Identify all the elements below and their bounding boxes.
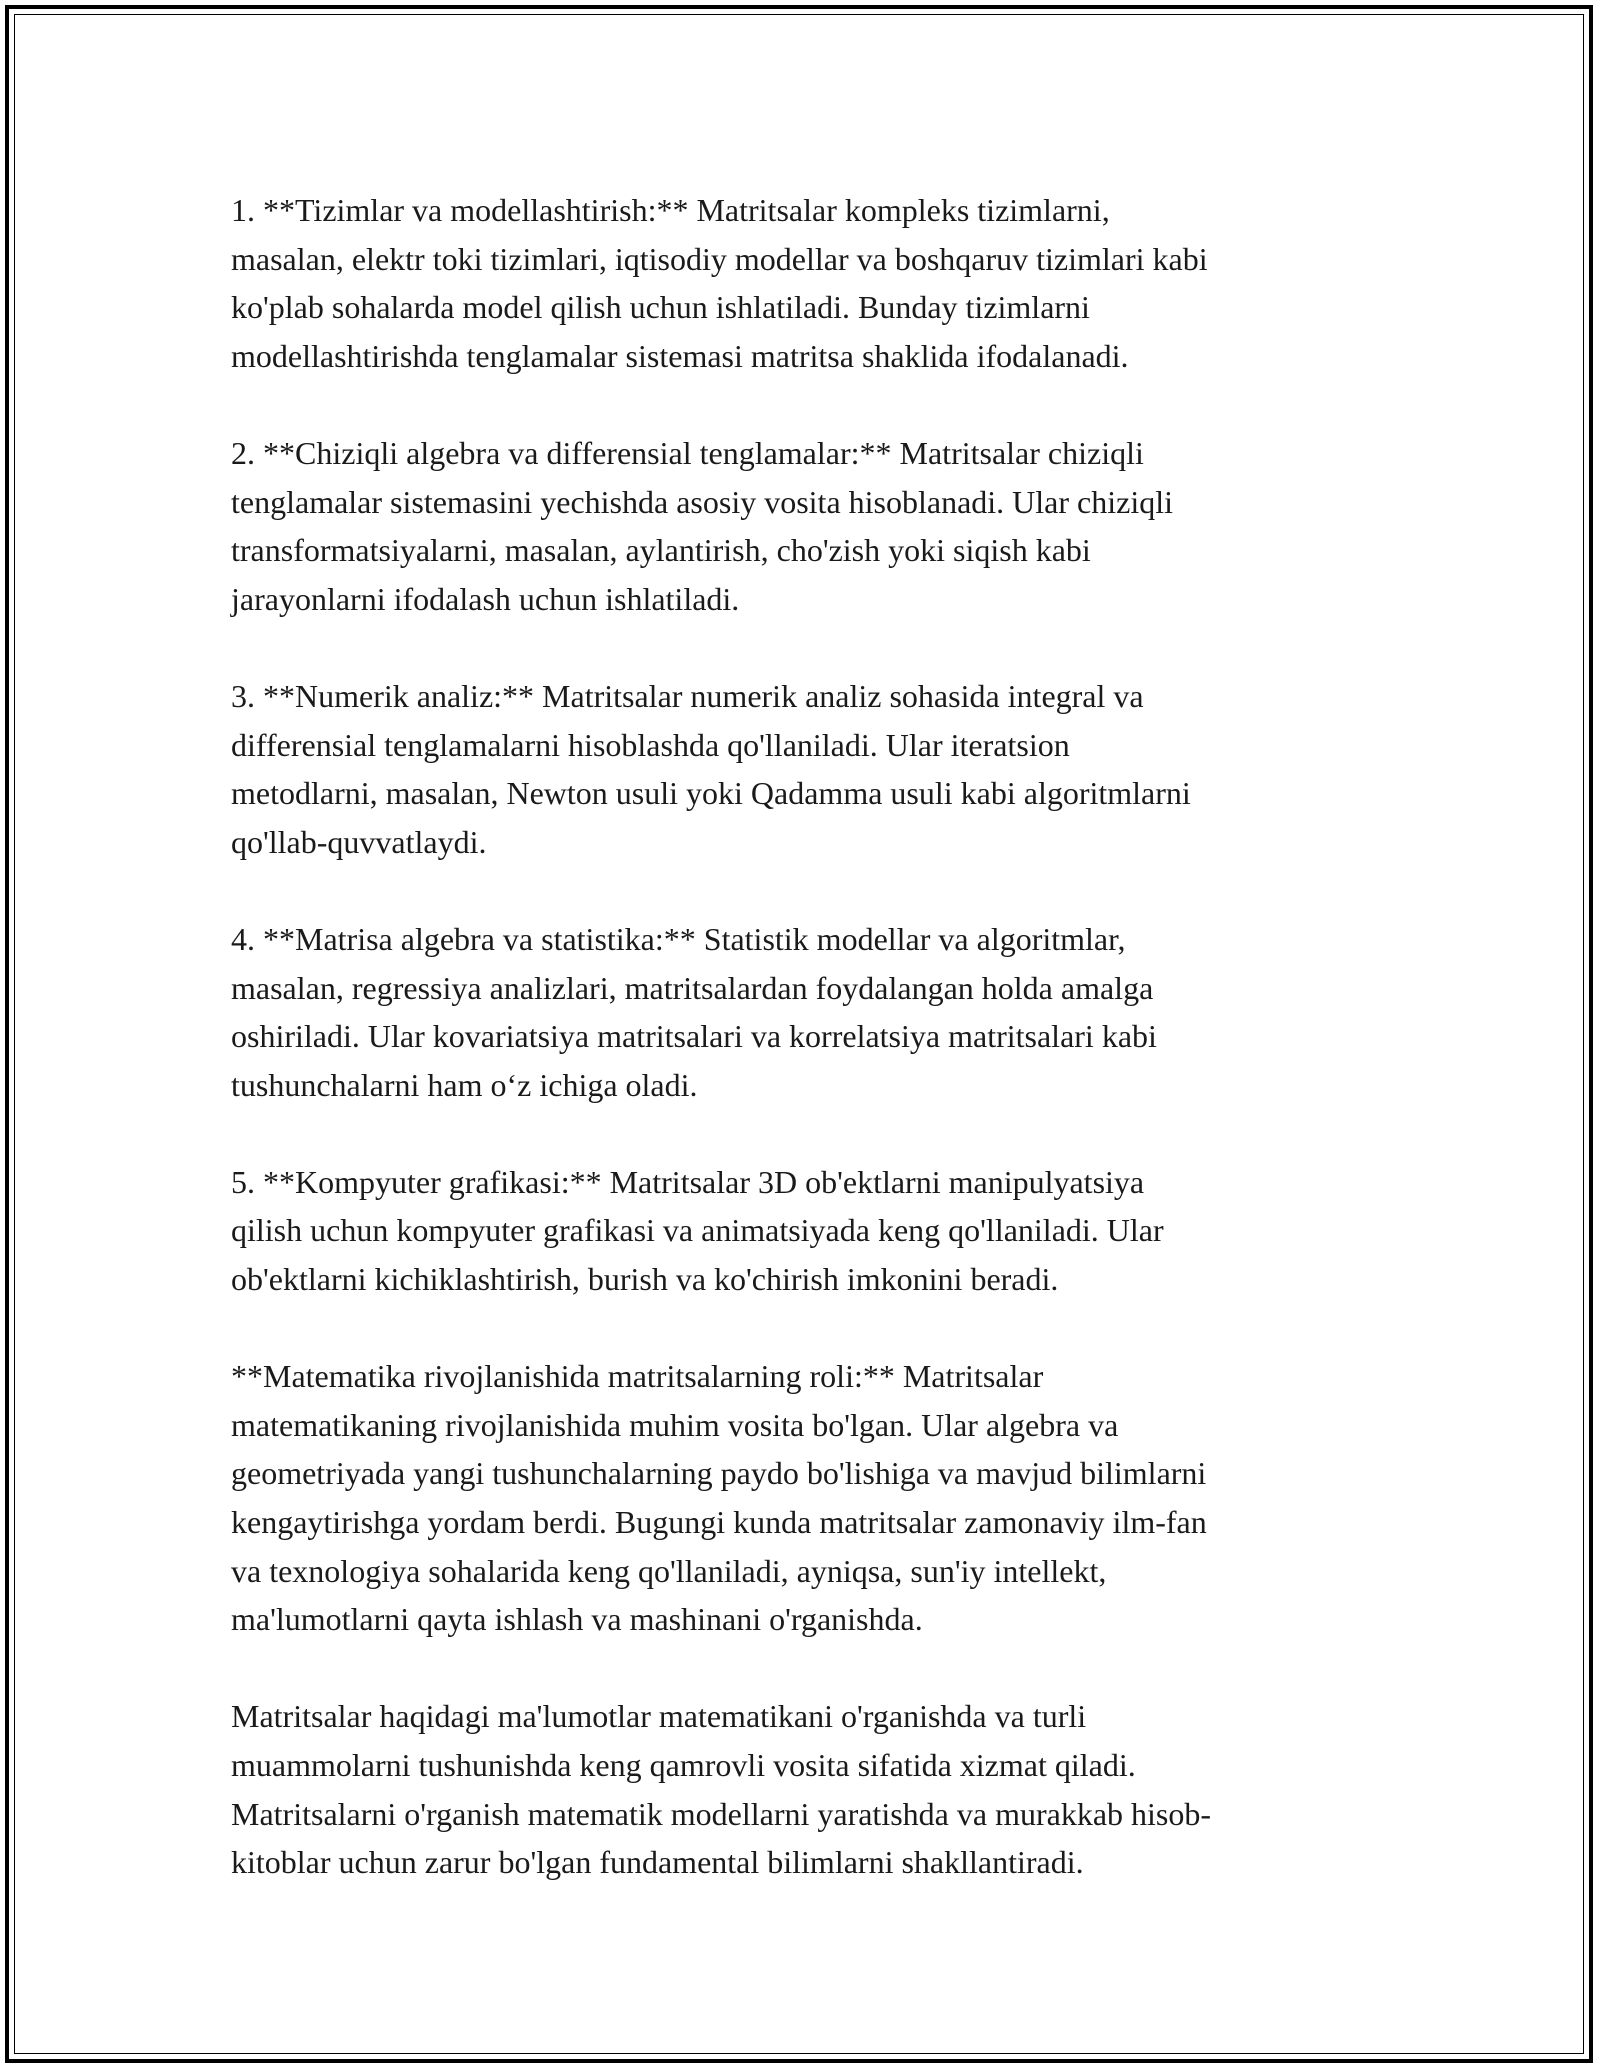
text-line: tushunchalarni ham o‘z ichiga oladi. [231, 1066, 698, 1103]
text-line: muammolarni tushunishda keng qamrovli vosita sifatida xizmat qiladi. [231, 1747, 1136, 1783]
text-line: ma'lumotlarni qayta ishlash va mashinani o'rganishda. [231, 1601, 923, 1638]
text-line: 3. **Numerik analiz:** Matritsalar numerik analiz sohasida integral va [231, 677, 1144, 714]
text-line: modellashtirishda tenglamalar sistemasi matritsa shaklida ifodalanadi. [231, 337, 1129, 374]
text-line: 5. **Kompyuter grafikasi:** Matritsalar 3D ob'ektlarni manipulyatsiya [231, 1163, 1145, 1200]
text-line: jarayonlarni ifodalash uchun ishlatiladi. [231, 580, 740, 617]
paragraph-matematika-roli [231, 1352, 1381, 1644]
document-body [231, 186, 1381, 1935]
text-line: kitoblar uchun zarur bo'lgan fundamental bilimlarni shakllantiradi. [231, 1844, 1084, 1881]
text-line: qilish uchun kompyuter grafikasi va animatsiyada keng qo'llaniladi. Ular [231, 1212, 1164, 1249]
paragraph-xulosa [231, 1692, 1381, 1886]
text-line: geometriyada yangi tushunchalarning paydo bo'lishiga va mavjud bilimlarni [231, 1455, 1207, 1492]
text-line: oshiriladi. Ular kovariatsiya matritsalari va korrelatsiya matritsalari kabi [231, 1018, 1157, 1055]
text-line: va texnologiya sohalarida keng qo'llaniladi, ayniqsa, sun'iy intellekt, [231, 1552, 1107, 1589]
text-line: ko'plab sohalarda model qilish uchun ishlatiladi. Bunday tizimlarni [231, 289, 1090, 326]
text-line: 2. **Chiziqli algebra va differensial tenglamalar:** Matritsalar chiziqli [231, 434, 1144, 471]
text-line: **Matematika rivojlanishida matritsalarning roli:** Matritsalar [231, 1358, 1044, 1395]
text-line: qo'llab-quvvatlaydi. [231, 823, 487, 860]
paragraph-tizimlar [231, 186, 1381, 380]
text-line: matematikaning rivojlanishida muhim vosita bo'lgan. Ular algebra va [231, 1406, 1119, 1443]
text-line: 4. **Matrisa algebra va statistika:** Statistik modellar va algoritmlar, [231, 920, 1126, 957]
text-line: tenglamalar sistemasini yechishda asosiy vosita hisoblanadi. Ular chiziqli [231, 483, 1173, 520]
text-line: transformatsiyalarni, masalan, aylantirish, cho'zish yoki siqish kabi [231, 532, 1091, 569]
text-line: 1. **Tizimlar va modellashtirish:** Matritsalar kompleks tizimlarni, [231, 192, 1110, 228]
paragraph-numerik-analiz [231, 672, 1381, 866]
paragraph-statistika [231, 915, 1381, 1109]
text-line: Matritsalarni o'rganish matematik modellarni yaratishda va murakkab hisob- [231, 1795, 1212, 1832]
text-line: differensial tenglamalarni hisoblashda qo'llaniladi. Ular iteratsion [231, 726, 1070, 763]
paragraph-chiziqli-algebra [231, 429, 1381, 623]
text-line: masalan, regressiya analizlari, matritsalardan foydalangan holda amalga [231, 969, 1154, 1006]
text-line: ob'ektlarni kichiklashtirish, burish va ko'chirish imkonini beradi. [231, 1261, 1059, 1298]
text-line: Matritsalar haqidagi ma'lumotlar matematikani o'rganishda va turli [231, 1698, 1087, 1735]
paragraph-kompyuter-grafikasi [231, 1158, 1381, 1304]
text-line: masalan, elektr toki tizimlari, iqtisodiy modellar va boshqaruv tizimlari kabi [231, 240, 1208, 277]
text-line: metodlarni, masalan, Newton usuli yoki Qadamma usuli kabi algoritmlarni [231, 775, 1191, 812]
text-line: kengaytirishga yordam berdi. Bugungi kunda matritsalar zamonaviy ilm-fan [231, 1504, 1207, 1541]
